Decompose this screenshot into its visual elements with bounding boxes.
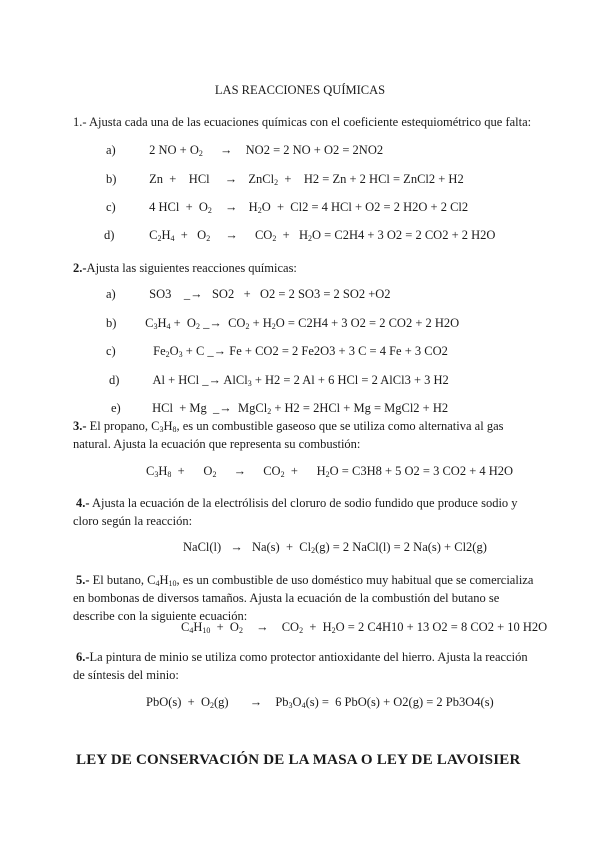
section-heading: LEY DE CONSERVACIÓN DE LA MASA O LEY DE LAVOISIER	[76, 752, 521, 768]
equation-1c: c) 4 HCl + $O_2 \to H_2O + Cl2 = 4$ HCl + O2 = 2 H2O + 2 Cl2	[106, 200, 469, 215]
reaction-arrow: →	[256, 620, 269, 634]
equation-1b: b) Zn + HCl → ZnCl$_2$ + H2 = Zn + 2 HCl = ZnCl2 + H2	[106, 172, 464, 187]
question-2-prompt	[73, 259, 297, 277]
equation-3: $C_3H_8$ + $O_2 \to CO_2$ + $H_2O = C3H8 + 5$ O2 = 3 CO2 + 4 H2O	[146, 464, 514, 479]
equation-2c: c) $Fe_2O_3 + C$ _→ Fe + CO2 = 2 Fe2O3 + 3 C = 4 Fe + 3 CO2	[106, 344, 448, 359]
reaction-arrow: →	[230, 540, 243, 554]
question-1-prompt	[73, 113, 531, 131]
page-title: LAS REACCIONES QUÍMICAS	[214, 83, 386, 97]
equation-2b: b) $C_3H_4 + O_2$ _→ $CO_2 + H_2O = C2H4 + 3$ O2 = 2 CO2 + 2 H2O	[106, 316, 460, 331]
equation-2d: d) Al + HCl _→ AlCl$_3$ + H2 = 2 Al + 6 HCl = 2 AlCl3 + 3 H2	[109, 373, 449, 388]
question-text: Ajusta cada una de las ecuaciones químicas con el coeficiente estequiométrico que falta:	[88, 115, 532, 129]
equation-1a: a) 2 NO + $O_2 \to NO2 = 2$ NO + O2 = 2NO2	[106, 143, 384, 158]
reaction-arrow: →	[225, 200, 238, 214]
question-number: 1.-	[73, 115, 87, 129]
reaction-arrow: →	[220, 143, 233, 157]
question-number: 5.-	[76, 573, 90, 587]
question-5-prompt: 5.- El butano, $C_4H_{10}$, es un combustible de uso doméstico muy habitual que se comercializa en bombonas de diversos tamaños. Ajusta la ecuación de la combustión del butano se describe con la siguiente ecuación:	[73, 573, 534, 623]
question-number: 6.-	[76, 650, 90, 664]
question-number: 4.-	[76, 496, 90, 510]
question-3-prompt: 3.- El propano, $C_3H_8$, es un combustible gaseoso que se utiliza como alternativa al gas natural. Ajusta la ecuación que representa su combustión:	[73, 419, 504, 451]
question-number: 3.-	[73, 419, 87, 433]
question-text: Ajusta las siguientes reacciones químicas:	[86, 261, 297, 275]
question-number: 2.-	[73, 261, 87, 275]
reaction-arrow: →	[249, 695, 263, 709]
question-6-prompt: 6.-La pintura de minio se utiliza como protector antioxidante del hierro. Ajusta la reacción de síntesis del minio:	[73, 650, 528, 682]
equation-6: $PbO(s) + O_2(g) \to Pb_3O_4(s) = 6$ PbO(s) + O2(g) = 2 Pb3O4(s)	[146, 695, 494, 710]
equation-2e: e) HCl + Mg _→ MgCl$_2$ + H2 = 2HCl + Mg = MgCl2 + H2	[111, 401, 449, 416]
reaction-arrow: →	[224, 172, 238, 186]
question-4-prompt: 4.- Ajusta la ecuación de la electrólisis del cloruro de sodio fundido que produce sodio y cloro según la reacción:	[73, 496, 518, 528]
equation-4: NaCl(l) → $Na(s) + Cl_2(g) = 2$ NaCl(l) = 2 Na(s) + Cl2(g)	[183, 540, 487, 555]
reaction-arrow: →	[233, 464, 247, 478]
reaction-arrow: →	[225, 228, 238, 242]
equation-1d: d) $C_2H_4 + O_2 \to CO_2 + H_2O = C2H4 + 3$ O2 = 2 CO2 + 2 H2O	[104, 228, 496, 243]
equation-5: $C_4H_{10} + O_2 \to CO_2 + H_2O = 2$ C4H10 + 13 O2 = 8 CO2 + 10 H2O	[181, 620, 548, 635]
equation-2a: a) SO3 _→ SO2 + O2 = 2 SO3 = 2 SO2 +O2	[106, 287, 391, 301]
